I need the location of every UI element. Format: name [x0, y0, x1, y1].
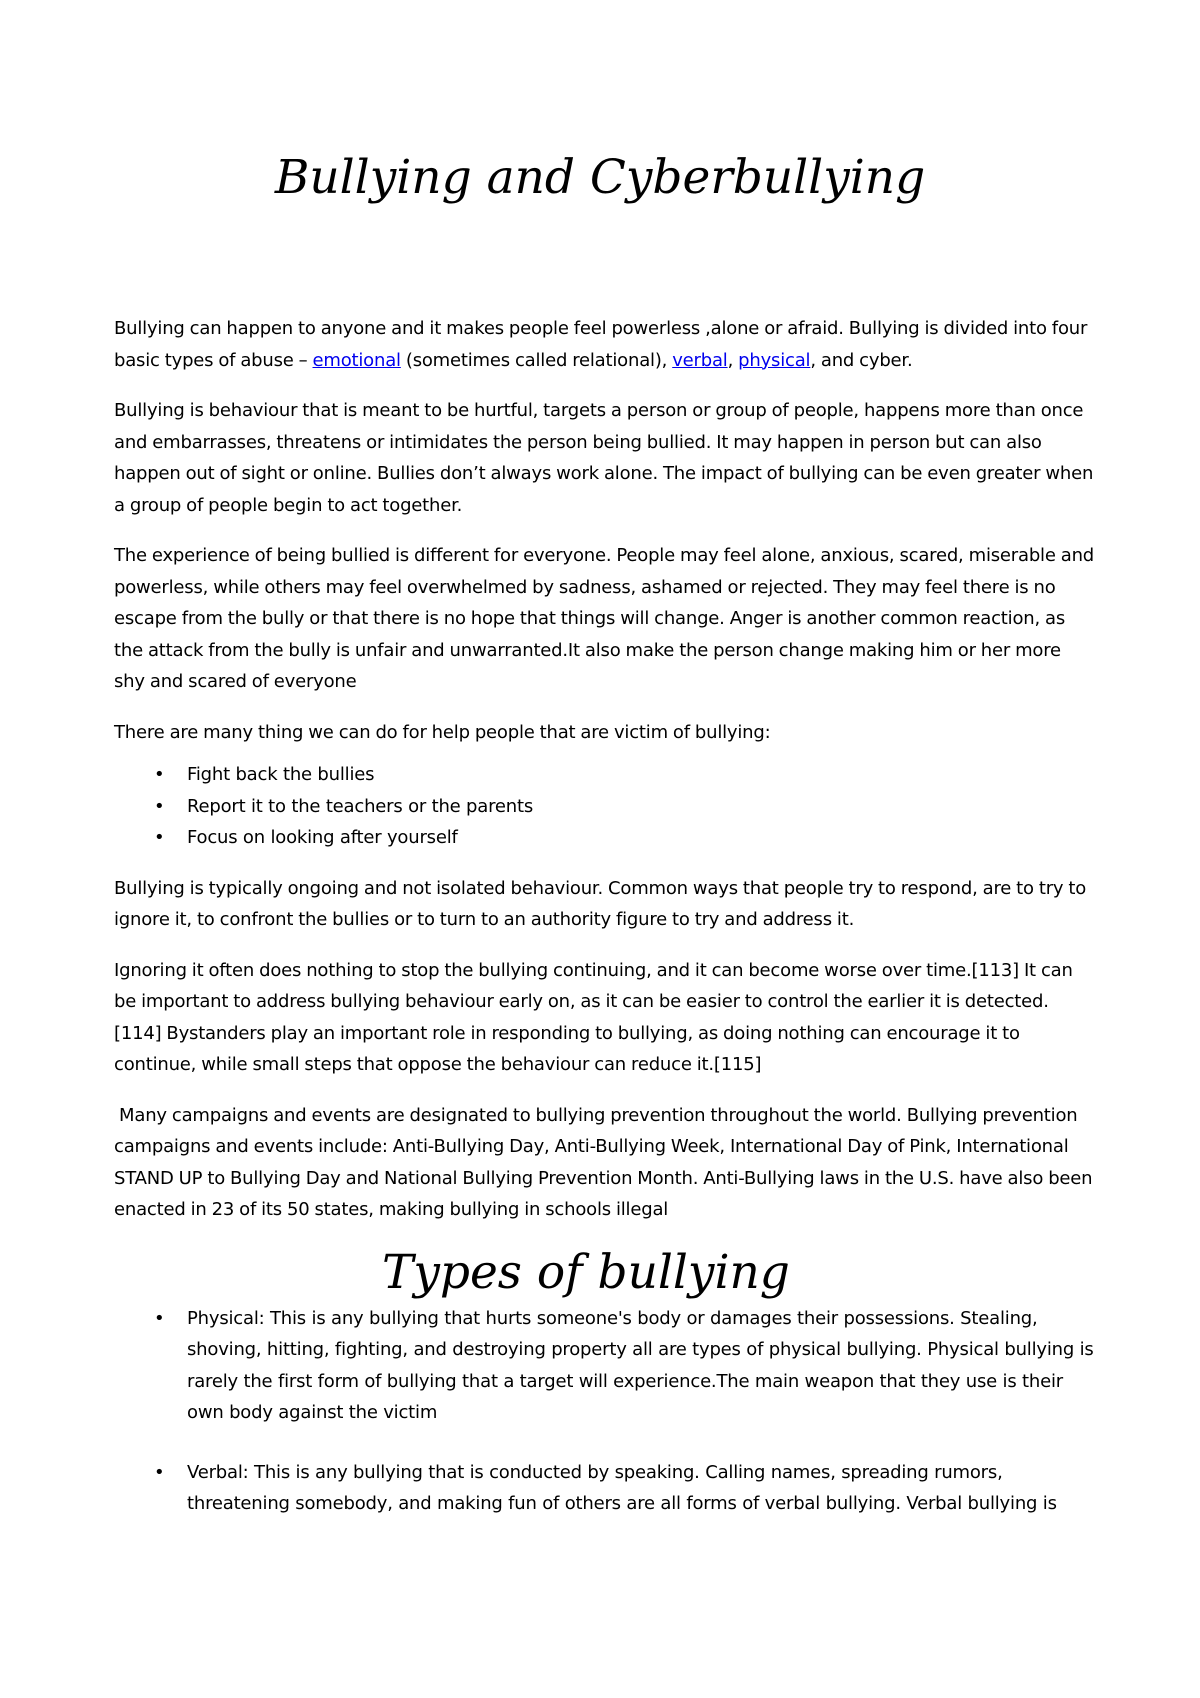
types-heading: Types of bullying — [382, 1244, 790, 1300]
types-list — [114, 1303, 1094, 1520]
help-list-item: • Fight back the bullies — [114, 759, 1094, 791]
campaigns-paragraph: Many campaigns and events are designated to bullying prevention throughout the world. Bullying prevention campaigns and events include: Anti-Bullying Day, Anti-Bullying Week, International Day of Pink, International STAND UP to Bullying Day and National Bullying Prevention Month. Anti-Bullying laws in the U.S. have also been enacted in 23 of its 50 states, making bullying in schools illegal — [114, 1104, 1098, 1220]
intro-text-mid2: , — [727, 349, 739, 371]
intro-text-end: , and cyber. — [810, 349, 913, 371]
types-list-item-physical: • Physical: This is any bullying that hurts someone's body or damages their possessions. Stealing, shoving, hitting, fighting, and destroying property all are types of physical bullying. Physical bullying is rarely the first form of bullying that a target will experience.The main weapon that they use is their own body against the victim — [114, 1303, 1094, 1429]
intro-text-mid1: (sometimes called relational), — [400, 349, 673, 371]
help-intro-paragraph: There are many thing we can do for help people that are victim of bullying: — [114, 721, 771, 743]
ignoring-paragraph: Ignoring it often does nothing to stop the bullying continuing, and it can become worse over time.[113] It can be important to address bullying behaviour early on, as it can be easier to control the earlier it is detected.[114] Bystanders play an important role in responding to bullying, as doing nothing can encourage it to continue, while small steps that oppose the behaviour can reduce it.[115] — [114, 959, 1073, 1075]
experience-paragraph: The experience of being bullied is different for everyone. People may feel alone, anxious, scared, miserable and powerless, while others may feel overwhelmed by sadness, ashamed or rejected. They may feel there is no escape from the bully or that there is no hope that things will change. Anger is another common reaction, as the attack from the bully is unfair and unwarranted.It also make the person change making him or her more shy and scared of everyone — [114, 545, 1095, 692]
document-title: Bullying and Cyberbullying — [274, 150, 926, 205]
definition-paragraph: Bullying is behaviour that is meant to be hurtful, targets a person or group of people, happens more than once and embarrasses, threatens or intimidates the person being bullied. It may happen in person but can also happen out of sight or online. Bullies don’t always work alone. The impact of bullying can be even greater when a group of people begin to act together. — [114, 400, 1094, 516]
responses-paragraph: Bullying is typically ongoing and not isolated behaviour. Common ways that people try to respond, are to try to ignore it, to confront the bullies or to turn to an authority figure to try and address it. — [114, 877, 1087, 930]
help-list-item: • Focus on looking after yourself — [114, 822, 1094, 854]
help-list-item: • Report it to the teachers or the parents — [114, 791, 1094, 823]
help-list — [114, 759, 1094, 854]
intro-text-before: Bullying can happen to anyone and it makes people feel powerless ,alone or afraid. Bullying is divided into four basic types of abuse – — [114, 318, 1088, 371]
types-list-item-verbal: • Verbal: This is any bullying that is conducted by speaking. Calling names, spreading rumors, threatening somebody, and making fun of others are all forms of verbal bullying. Verbal bullying is — [114, 1457, 1094, 1520]
emotional-link[interactable]: emotional — [312, 349, 401, 371]
document-body — [114, 313, 1098, 1548]
physical-link[interactable]: physical — [738, 349, 811, 371]
verbal-link[interactable]: verbal — [672, 349, 728, 371]
intro-paragraph — [114, 313, 1094, 376]
